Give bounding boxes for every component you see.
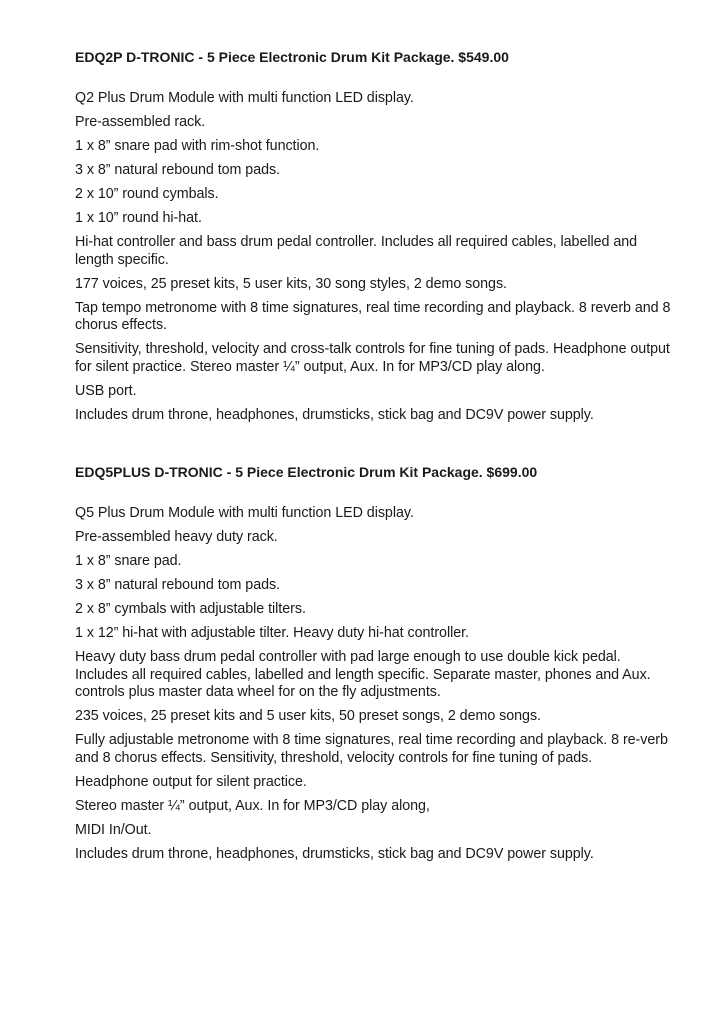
- spec-item: Sensitivity, threshold, velocity and cross-talk controls for fine tuning of pads. Headphone output for silent practice. Stereo master ¼” output, Aux. In for MP3/CD play along.: [75, 341, 670, 375]
- spec-item: 3 x 8” natural rebound tom pads.: [75, 577, 281, 593]
- spec-item: 2 x 10” round cymbals.: [75, 186, 219, 202]
- product-heading: EDQ2P D-TRONIC - 5 Piece Electronic Drum Kit Package. $549.00: [75, 49, 509, 65]
- spec-item: Includes drum throne, headphones, drumsticks, stick bag and DC9V power supply.: [75, 845, 594, 862]
- spec-item: MIDI In/Out.: [75, 821, 152, 838]
- product-heading: EDQ5PLUS D-TRONIC - 5 Piece Electronic Drum Kit Package. $699.00: [75, 464, 538, 480]
- spec-item: 235 voices, 25 preset kits and 5 user kits, 50 preset songs, 2 demo songs.: [75, 708, 541, 724]
- spec-item: Pre-assembled rack.: [75, 114, 206, 130]
- spec-item: Fully adjustable metronome with 8 time signatures, real time recording and playback. 8 re-verb and 8 chorus effects. Sensitivity, threshold, velocity controls for fine tuning of pads.: [75, 732, 668, 766]
- spec-item: 1 x 12” hi-hat with adjustable tilter. Heavy duty hi-hat controller.: [75, 625, 469, 641]
- spec-item: USB port.: [75, 382, 137, 399]
- spec-item: Headphone output for silent practice.: [75, 773, 307, 790]
- spec-item: 2 x 8” cymbals with adjustable tilters.: [75, 601, 306, 617]
- spec-item: Stereo master ¼” output, Aux. In for MP3/CD play along,: [75, 797, 430, 814]
- product-section-edq2p: [75, 49, 675, 431]
- spec-item: 1 x 8” snare pad with rim-shot function.: [75, 138, 320, 154]
- spec-item: Heavy duty bass drum pedal controller with pad large enough to use double kick pedal. Includes all required cables, labelled and length specific. Separate master, phones and Aux. controls plus master data wheel for on the fly adjustments.: [75, 649, 651, 700]
- spec-item: 177 voices, 25 preset kits, 5 user kits, 30 song styles, 2 demo songs.: [75, 275, 507, 292]
- spec-item: 1 x 8” snare pad.: [75, 553, 182, 569]
- spec-item: 1 x 10” round hi-hat.: [75, 210, 202, 226]
- product-section-edq5plus: [75, 464, 675, 870]
- spec-item: Includes drum throne, headphones, drumsticks, stick bag and DC9V power supply.: [75, 406, 594, 423]
- spec-item: Q5 Plus Drum Module with multi function LED display.: [75, 505, 414, 521]
- spec-item: Tap tempo metronome with 8 time signatures, real time recording and playback. 8 reverb and 8 chorus effects.: [75, 299, 671, 333]
- spec-item: 3 x 8” natural rebound tom pads.: [75, 162, 281, 178]
- spec-item: Q2 Plus Drum Module with multi function LED display.: [75, 90, 414, 106]
- spec-item: Hi-hat controller and bass drum pedal controller. Includes all required cables, labelled and length specific.: [75, 234, 638, 268]
- spec-item: Pre-assembled heavy duty rack.: [75, 529, 278, 545]
